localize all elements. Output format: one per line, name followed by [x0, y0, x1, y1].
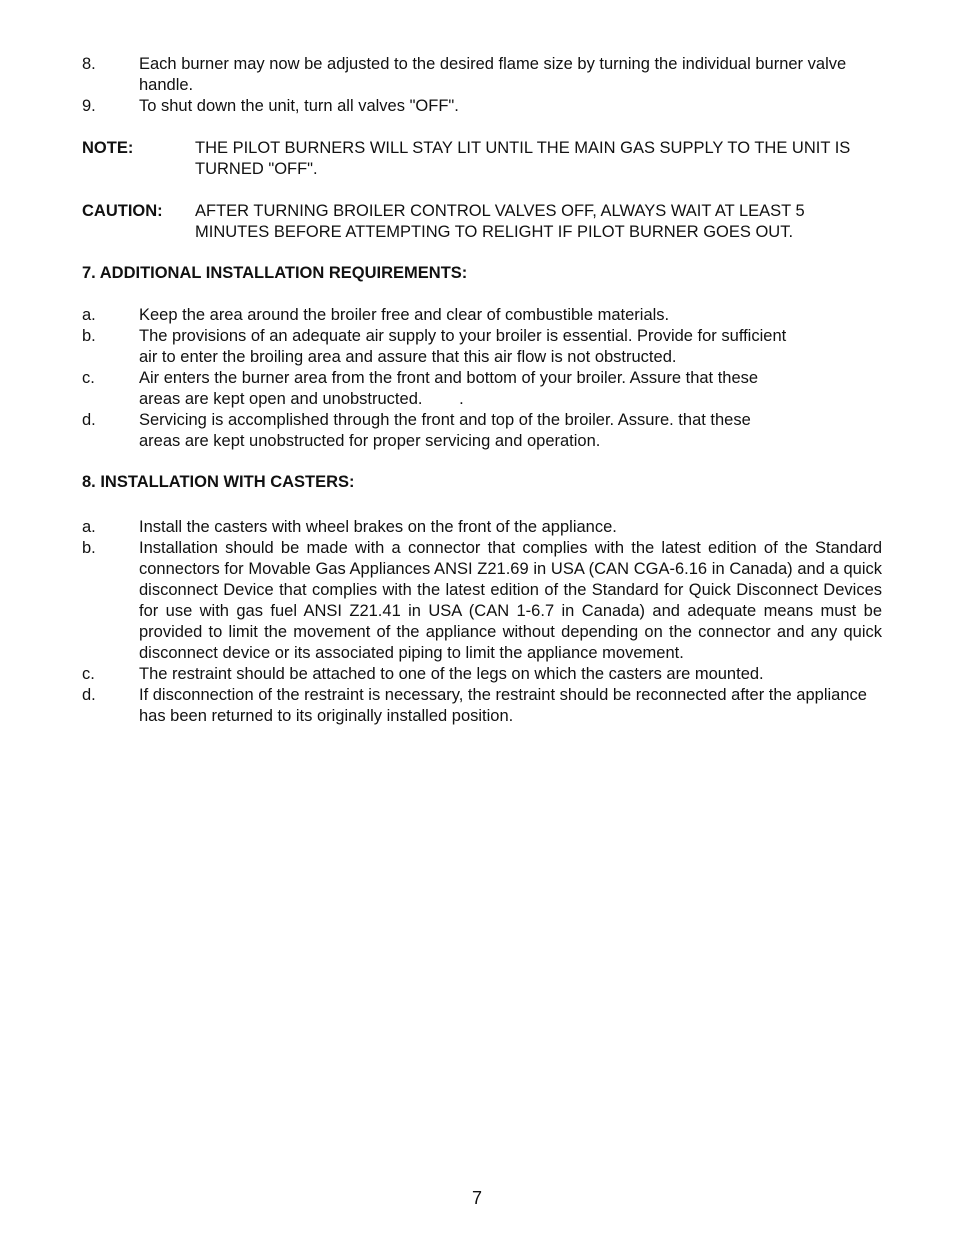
item-text: The provisions of an adequate air supply to your broiler is essential. Provide for sufficient air to enter the broiling area and assure that this air flow is not obstructed.	[139, 327, 787, 366]
item-letter: d.	[82, 686, 96, 704]
item-text: The restraint should be attached to one of the legs on which the casters are mounted.	[139, 665, 764, 683]
step-number: 9.	[82, 97, 96, 115]
item-letter: d.	[82, 411, 96, 429]
item-text: Install the casters with wheel brakes on the front of the appliance.	[139, 518, 617, 536]
item-letter: a.	[82, 518, 96, 536]
section-7-list	[82, 305, 882, 452]
item-text: Servicing is accomplished through the front and top of the broiler. Assure. that these areas are kept unobstructed for proper servicing and operation.	[139, 411, 751, 450]
item-letter: c.	[82, 369, 95, 387]
list-item	[82, 326, 882, 368]
caution-label: CAUTION:	[82, 202, 163, 220]
operating-steps-list	[82, 54, 882, 117]
item-letter: c.	[82, 665, 95, 683]
step-text: To shut down the unit, turn all valves "OFF".	[139, 97, 459, 115]
caution-block	[82, 201, 882, 243]
note-block	[82, 138, 882, 180]
note-label: NOTE:	[82, 139, 134, 157]
list-item	[82, 538, 882, 664]
step-number: 8.	[82, 55, 96, 73]
list-item	[82, 54, 882, 96]
caution-text: AFTER TURNING BROILER CONTROL VALVES OFF, ALWAYS WAIT AT LEAST 5 MINUTES BEFORE ATTEMPTING TO RELIGHT IF PILOT BURNER GOES OUT.	[195, 202, 805, 241]
item-text: If disconnection of the restraint is necessary, the restraint should be reconnected after the appliance has been returned to its originally installed position.	[139, 686, 867, 725]
list-item	[82, 410, 882, 452]
section-8-heading: 8. INSTALLATION WITH CASTERS:	[82, 473, 355, 491]
page-number: 7	[471, 1188, 482, 1208]
item-text: Keep the area around the broiler free and clear of combustible materials.	[139, 306, 670, 324]
item-text: Air enters the burner area from the front and bottom of your broiler. Assure that these areas are kept open and unobstructed. .	[139, 369, 763, 408]
item-letter: b.	[82, 327, 96, 345]
section-8-list	[82, 517, 882, 727]
list-item	[82, 664, 882, 685]
item-letter: b.	[82, 539, 96, 557]
item-text: Installation should be made with a connector that complies with the latest edition of the Standard connectors for Movable Gas Appliances ANSI Z21.69 in USA (CAN CGA-6.16 in Canada) and a quick disconnect Device that complies with the latest edition of the Standard for Quick Disconnect Devices for use with gas fuel ANSI Z21.41 in USA (CAN 1-6.7 in Canada) and adequate means must be provided to limit the movement of the appliance without depending on the connector and any quick disconnect device or its associated piping to limit the appliance movement.	[139, 539, 882, 662]
item-letter: a.	[82, 306, 96, 324]
list-item	[82, 305, 882, 326]
note-text: THE PILOT BURNERS WILL STAY LIT UNTIL THE MAIN GAS SUPPLY TO THE UNIT IS TURNED "OFF".	[195, 139, 851, 178]
step-text: Each burner may now be adjusted to the desired flame size by turning the individual burner valve handle.	[139, 55, 847, 94]
list-item	[82, 685, 882, 727]
section-7-heading: 7. ADDITIONAL INSTALLATION REQUIREMENTS:	[82, 264, 468, 282]
list-item	[82, 368, 882, 410]
list-item	[82, 96, 882, 117]
list-item	[82, 517, 882, 538]
